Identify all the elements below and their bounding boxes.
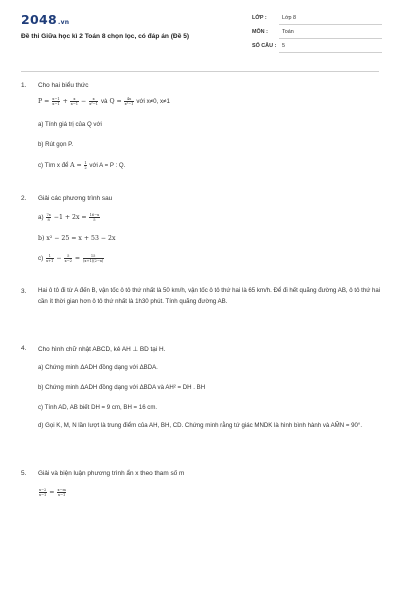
fraction: $\frac{x-1}{x-1}$ xyxy=(52,97,60,106)
question-number: 3. xyxy=(21,288,27,295)
equation-b: b) x² − 25 = x + 53 − 2x xyxy=(38,235,116,242)
fraction: $\frac{5}{x-2}$ xyxy=(64,254,72,263)
sub-question-a: a) Chứng minh ΔADH đồng dạng với ΔBDA. xyxy=(38,364,158,371)
question-number: 2. xyxy=(21,195,27,202)
sub-question-c: c) Tìm x để A = $\frac{1}{2}$ với A = P : Q. xyxy=(38,161,126,170)
question-text: Cho hình chữ nhật ABCD, kẻ AH ⊥ BD tại H. xyxy=(38,346,166,353)
site-logo[interactable]: 2048.vn xyxy=(21,12,70,27)
fraction: $\frac{16-x}{5}$ xyxy=(89,213,100,222)
expression-p-q: P = $\frac{x-1}{x-1}$ + $\frac{x}{x-1}$ − $\frac{x}{\text{x²−1}}$ và Q = $\frac{4x}{\text{x²−1}}$ với x≠0, x≠1 xyxy=(38,97,170,106)
sub-question-d: d) Gọi K, M, N lần lượt là trung điểm của AH, BH, CD. Chứng minh rằng tứ giác MNDK là hình bình hành và AM̂N = 90°. xyxy=(38,422,363,429)
meta-class-value: Lớp 8 xyxy=(282,15,297,21)
question-number: 4. xyxy=(21,345,27,352)
fraction: $\frac{7x}{8}$ xyxy=(46,213,51,222)
sub-question-b: b) Rút gọn P. xyxy=(38,141,74,148)
question-text: Cho hai biểu thức xyxy=(38,82,89,89)
sub-question-a: a) Tính giá trị của Q với xyxy=(38,121,102,128)
fraction: $\frac{x-m}{x-1}$ xyxy=(57,488,66,497)
equation-a: a) $\frac{7x}{8}$ −1 + 2x = $\frac{16-x}{5}$ xyxy=(38,213,100,222)
question-number: 1. xyxy=(21,82,27,89)
question-text: Giải các phương trình sau xyxy=(38,195,113,202)
fraction: $\frac{x}{\text{x²−1}}$ xyxy=(89,97,98,106)
meta-class-label: LỚP : xyxy=(252,15,267,21)
question-text: Hai ô tô đi từ A đến B, vận tốc ô tô thứ nhất là 50 km/h, vận tốc ô tô thứ hai là 65 km/h. Để đi hết quãng đường AB, ô tô thứ hai cần ít thời gian hơn ô tô thứ nhất là 1h30 phút. Tính quãng đường AB. xyxy=(38,287,381,305)
document-title: Đề thi Giữa học kì 2 Toán 8 chọn lọc, có đáp án (Đề 5) xyxy=(21,33,190,40)
meta-subject-value: Toán xyxy=(282,29,294,35)
equation-parametric: $\frac{x-2}{x-1}$ = $\frac{x-m}{x-1}$ xyxy=(39,488,66,497)
meta-count-label: SỐ CÂU : xyxy=(252,43,277,49)
question-text: Giải và biện luận phương trình ẩn x theo tham số m xyxy=(38,470,185,477)
sub-question-b: b) Chứng minh ΔADH đồng dạng với ΔBDA và AH² = DH . BH xyxy=(38,384,206,391)
sub-question-c: c) Tính AD, AB biết DH = 9 cm, BH = 16 cm. xyxy=(38,404,158,411)
fraction: $\frac{x-2}{x-1}$ xyxy=(39,488,47,497)
fraction: $\frac{4x}{\text{x²−1}}$ xyxy=(124,97,134,106)
fraction: $\frac{x}{x-1}$ xyxy=(70,97,79,106)
equation-c: c) $\frac{1}{x+1}$ − $\frac{5}{x-2}$ = $\frac{15}{(x+1)(2-x)}$ xyxy=(38,254,104,263)
fraction: $\frac{1}{x+1}$ xyxy=(46,254,54,263)
meta-subject-label: MÔN : xyxy=(252,29,268,35)
question-number: 5. xyxy=(21,470,27,477)
fraction: $\frac{15}{(x+1)(2-x)}$ xyxy=(83,254,104,263)
meta-count-value: 5 xyxy=(282,43,285,49)
fraction: $\frac{1}{2}$ xyxy=(84,161,87,170)
